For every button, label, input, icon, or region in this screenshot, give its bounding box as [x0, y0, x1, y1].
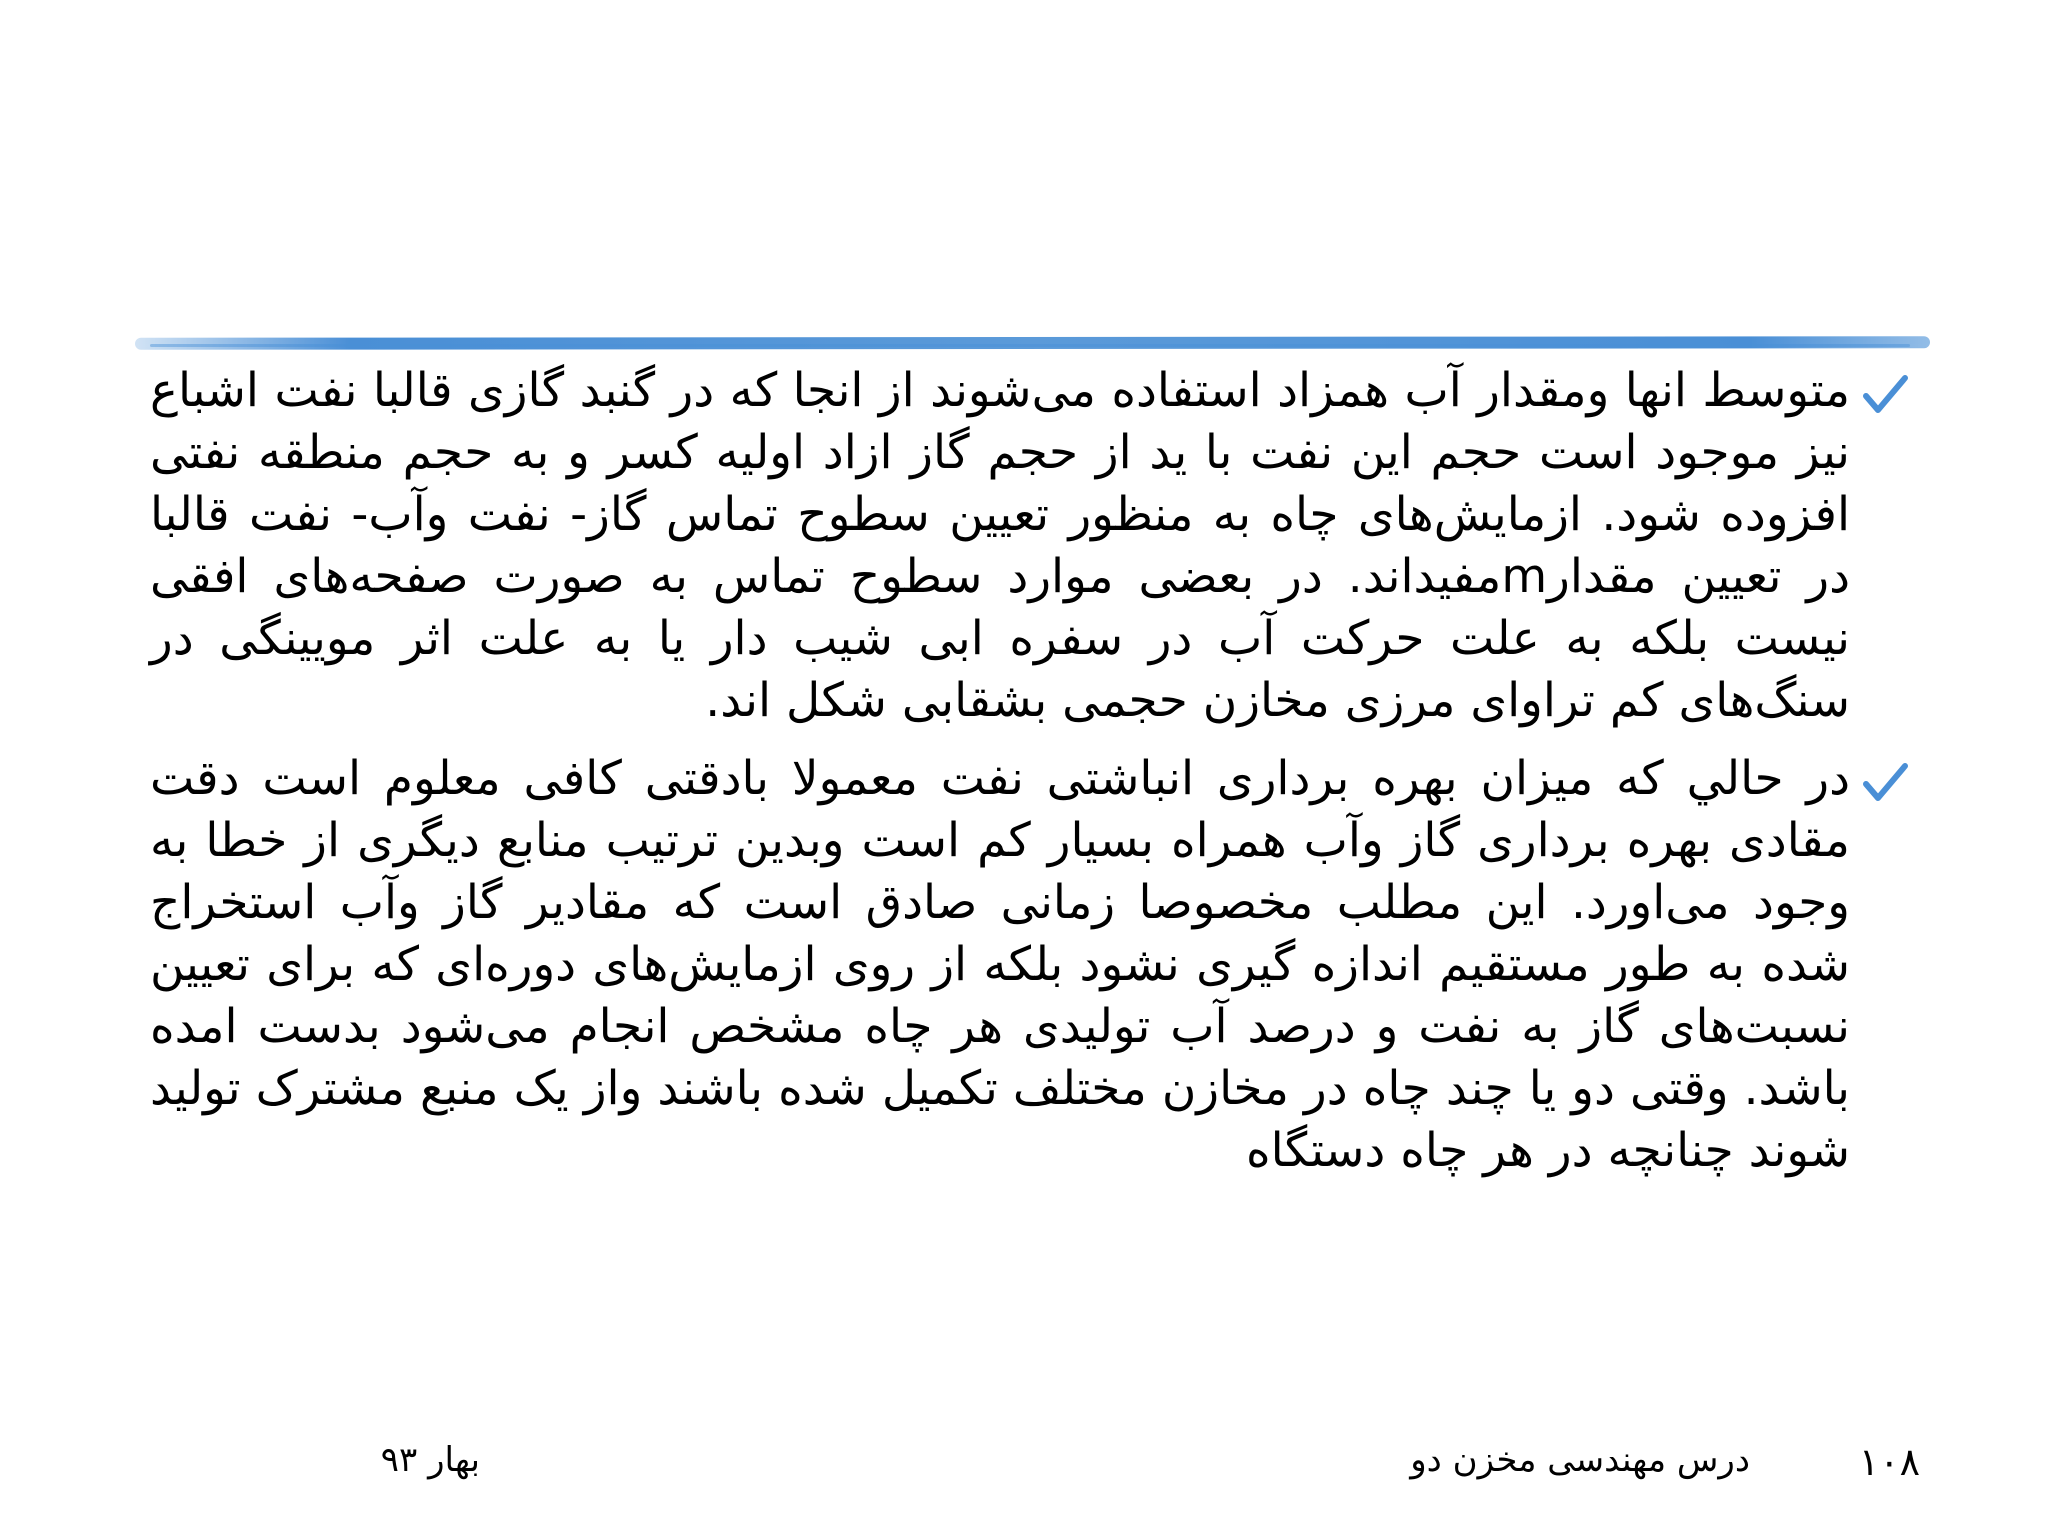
bullet-item-1	[150, 360, 1910, 732]
bullet-item-2	[150, 748, 1910, 1182]
footer-course-title: درس مهندسی مخزن دو	[1410, 1440, 1750, 1480]
footer-page-number: ۱۰۸	[1858, 1440, 1920, 1484]
bullet-text-2: در حالي كه ميزان بهره برداری انباشتی نفت معمولا بادقتی کافی معلوم است دقت مقادی بهره برداری گاز وآب همراه بسیار کم است وبدین ترتیب منابع دیگری از خطا به وجود می‌اورد. این مطلب مخصوصا زمانی صادق است که مقادیر گاز وآب استخراج شده به طور مستقیم اندازه گیری نشود بلکه از روی ازمایش‌های دوره‌ای که برای تعیین نسبت‌های گاز به نفت و درصد آب تولیدی هر چاه مشخص انجام می‌شود بدست امده باشد. وقتی دو یا چند چاه در مخازن مختلف تکمیل شده باشند واز یک منبع مشترک تولید شوند چنانچه در هر چاه دستگاه	[150, 751, 1850, 1178]
checkmark-icon	[1860, 758, 1910, 808]
checkmark-icon	[1860, 370, 1910, 420]
footer-semester: بهار ۹۳	[380, 1440, 480, 1480]
title-divider-underline	[150, 344, 1910, 347]
title-divider-line	[135, 336, 1930, 350]
bullet-text-1: متوسط انها ومقدار آب همزاد استفاده می‌شوند از انجا که در گنبد گازی قالبا نفت اشباع نیز موجود است حجم این نفت با ید از حجم گاز ازاد اولیه کسر و به حجم منطقه نفتی افزوده شود. ازمایش‌های چاه به منظور تعیین سطوح تماس گاز- نفت وآب- نفت قالبا در تعیین مقدارmمفیداند. در بعضی موارد سطوح تماس به صورت صفحه‌های افقی نیست بلکه به علت حرکت آب در سفره ابی شیب دار یا به علت اثر مویینگی در سنگ‌های کم تراوای مرزی مخازن حجمی بشقابی شکل اند.	[150, 363, 1851, 728]
slide-body	[150, 360, 1910, 1340]
